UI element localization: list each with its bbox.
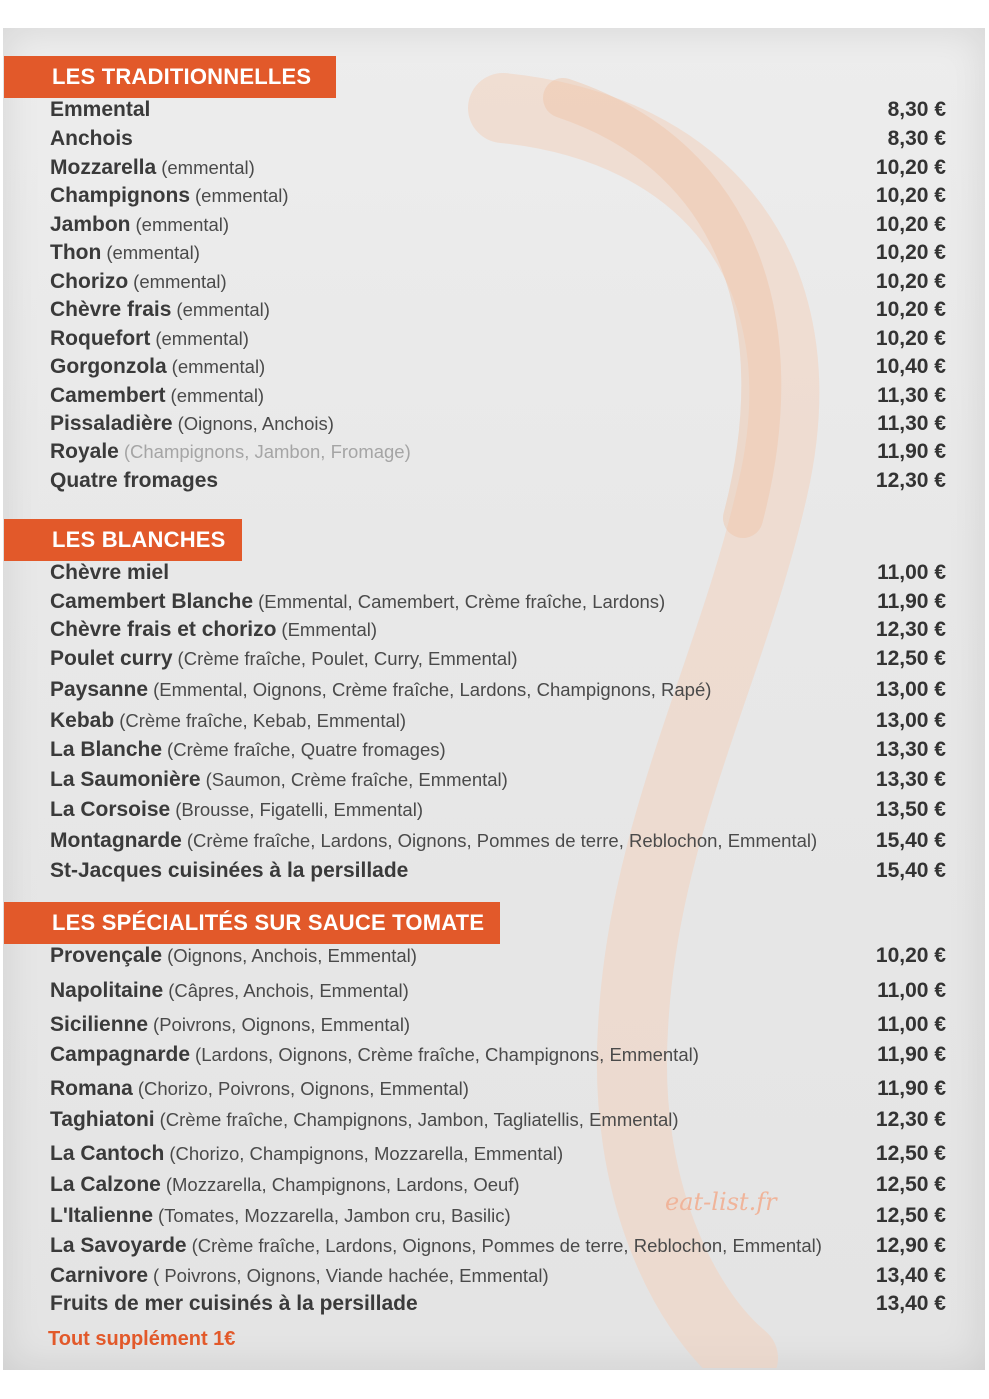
menu-item-description: (emmental) [171,356,266,377]
menu-item-row [50,647,949,671]
menu-item-name: Mozzarella [50,156,157,179]
menu-item-label [50,798,423,822]
menu-item-row [50,384,949,408]
menu-item-row [50,618,949,642]
menu-item-row [50,213,949,237]
menu-item-name: Gorgonzola [50,355,167,378]
menu-item-label [50,184,289,208]
menu-item-price: 11,00 € [877,561,946,584]
menu-item-description: (Crème fraîche, Lardons, Oignons, Pommes de terre, Reblochon, Emmental) [191,1235,822,1256]
menu-item-row [50,1234,949,1258]
menu-item-name: Emmental [50,98,151,121]
menu-item-description: (Crème fraîche, Quatre fromages) [167,739,446,760]
menu-item-row [50,270,949,294]
menu-item-label [50,1077,469,1101]
menu-item-label [50,327,249,351]
menu-item-description: (Crème fraîche, Champignons, Jambon, Tagliatellis, Emmental) [159,1109,679,1130]
menu-item-label [50,859,408,883]
menu-item-label [50,156,255,180]
menu-item-name: St-Jacques cuisinées à la persillade [50,859,409,882]
menu-item-row [50,798,949,822]
menu-item-label [50,1043,699,1067]
menu-item-description: (emmental) [170,385,265,406]
menu-item-label [50,647,518,671]
menu-item-description: (Crème fraîche, Kebab, Emmental) [119,710,407,731]
menu-item-row [50,1108,949,1132]
menu-item-description: ( Poivrons, Oignons, Viande hachée, Emmental) [153,1265,549,1286]
menu-item-price: 13,40 € [875,1292,946,1315]
menu-item-row [50,859,949,883]
menu-item-description: (Brousse, Figatelli, Emmental) [175,799,423,820]
menu-item-name: La Calzone [50,1173,161,1196]
menu-item-label [50,979,409,1003]
menu-item-price: 15,40 € [875,859,946,882]
menu-item-description: (Tomates, Mozzarella, Jambon cru, Basilic) [158,1205,511,1226]
menu-item-label [50,469,218,493]
menu-item-label [50,1108,679,1132]
menu-item-name: Sicilienne [50,1013,149,1036]
menu-item-label [50,1264,549,1288]
menu-item-name: La Blanche [50,738,163,761]
menu-item-description: (Câpres, Anchois, Emmental) [168,980,409,1001]
menu-item-name: Quatre fromages [50,469,219,492]
menu-item-row [50,1204,949,1228]
menu-item-label [50,98,150,122]
menu-item-price: 11,90 € [877,1077,946,1100]
menu-item-name: Pissaladière [50,412,173,435]
menu-item-description: (emmental) [161,157,255,178]
menu-item-label [50,1013,410,1037]
section-banner: LES TRADITIONNELLES [4,56,336,98]
menu-item-name: Chèvre frais et chorizo [50,618,277,641]
menu-item-row [50,561,949,585]
menu-item-name: Chèvre miel [50,561,170,584]
menu-item-row [50,1013,949,1037]
menu-item-label [50,355,265,379]
menu-item-label [50,768,508,792]
menu-item-name: La Saumonière [50,768,201,791]
menu-item-label [50,1142,563,1166]
menu-item-name: La Cantoch [50,1142,165,1165]
menu-item-row [50,327,949,351]
menu-item-price: 12,30 € [875,1108,946,1131]
menu-item-price: 13,40 € [875,1264,946,1287]
menu-item-row [50,1292,949,1316]
menu-item-price: 12,50 € [875,1142,946,1165]
menu-item-label [50,412,334,436]
menu-item-price: 8,30 € [887,127,946,150]
menu-item-row [50,184,949,208]
menu-item-label [50,384,264,408]
menu-item-description: (Crème fraîche, Lardons, Oignons, Pommes de terre, Reblochon, Emmental) [186,830,818,851]
section-banner: LES BLANCHES [4,519,242,561]
menu-item-label [50,618,377,642]
menu-item-label [50,738,446,762]
menu-item-price: 13,00 € [875,709,946,732]
menu-item-description: (Saumon, Crème fraîche, Emmental) [205,769,508,790]
menu-item-description: (Oignons, Anchois, Emmental) [167,945,417,966]
menu-item-row [50,944,949,968]
menu-item-price: 13,30 € [875,768,946,791]
menu-item-name: Napolitaine [50,979,164,1002]
menu-item-label [50,1173,520,1197]
menu-item-label [50,829,817,853]
menu-item-row [50,98,949,122]
menu-item-description: (Crème fraîche, Poulet, Curry, Emmental) [177,648,518,669]
menu-item-price: 10,20 € [875,327,946,350]
menu-item-description: (emmental) [135,214,230,235]
menu-item-row [50,590,949,614]
menu-item-name: Provençale [50,944,163,967]
menu-item-row [50,412,949,436]
menu-item-row [50,440,949,464]
menu-item-description: (Emmental, Oignons, Crème fraîche, Lardons, Champignons, Rapé) [153,679,712,700]
menu-item-name: Chèvre frais [50,298,172,321]
menu-item-name: Camembert [50,384,166,407]
menu-item-description: (Poivrons, Oignons, Emmental) [153,1014,411,1035]
menu-item-description: (Mozzarella, Champignons, Lardons, Oeuf) [165,1174,520,1195]
menu-item-price: 10,40 € [875,355,946,378]
menu-item-row [50,156,949,180]
menu-item-price: 10,20 € [875,156,946,179]
menu-item-name: Anchois [50,127,133,150]
menu-item-description: (Chorizo, Poivrons, Oignons, Emmental) [137,1078,469,1099]
menu-item-label [50,298,270,322]
menu-item-price: 10,20 € [875,241,946,264]
menu-item-name: Camembert Blanche [50,590,254,613]
menu-item-name: Romana [50,1077,133,1100]
menu-item-price: 10,20 € [875,184,946,207]
menu-item-price: 13,30 € [875,738,946,761]
menu-item-row [50,1173,949,1197]
menu-item-description: (emmental) [195,185,289,206]
menu-item-description: (Emmental) [281,619,378,640]
menu-item-price: 13,00 € [875,678,946,701]
menu-item-row [50,127,949,151]
menu-item-row [50,1142,949,1166]
menu-item-label [50,561,169,585]
menu-item-description: (Oignons, Anchois) [177,413,334,434]
menu-item-row [50,1264,949,1288]
menu-item-price: 11,90 € [877,590,946,613]
menu-item-price: 12,50 € [875,647,946,670]
menu-item-name: Thon [50,241,102,264]
section-banner: LES SPÉCIALITÉS SUR SAUCE TOMATE [4,902,500,944]
menu-item-price: 10,20 € [875,213,946,236]
menu-item-row [50,355,949,379]
menu-item-description: (emmental) [155,328,249,349]
menu-item-name: Campagnarde [50,1043,191,1066]
menu-item-row [50,1077,949,1101]
menu-item-label [50,127,133,151]
menu-item-label [50,440,411,464]
menu-item-row [50,678,949,702]
menu-item-price: 11,90 € [877,440,946,463]
menu-item-name: Champignons [50,184,190,207]
menu-item-row [50,709,949,733]
menu-item-price: 12,50 € [875,1204,946,1227]
menu-item-price: 8,30 € [887,98,946,121]
menu-item-name: Montagnarde [50,829,182,852]
menu-item-label [50,241,200,265]
menu-item-price: 10,20 € [875,270,946,293]
menu-item-name: Royale [50,440,119,463]
menu-item-price: 11,00 € [877,979,946,1002]
menu-item-name: L'Italienne [50,1204,154,1227]
menu-item-row [50,979,949,1003]
menu-item-label [50,944,417,968]
menu-item-name: Taghiatoni [50,1108,155,1131]
menu-item-price: 12,90 € [875,1234,946,1257]
menu-item-label [50,709,406,733]
menu-item-label [50,1292,418,1316]
menu-item-name: Carnivore [50,1264,149,1287]
menu-item-name: Jambon [50,213,131,236]
menu-item-price: 12,50 € [875,1173,946,1196]
watermark-text: eat-list.fr [665,1188,777,1216]
menu-item-label [50,590,665,614]
menu-item-name: Paysanne [50,678,149,701]
menu-item-price: 15,40 € [875,829,946,852]
menu-item-description: (Chorizo, Champignons, Mozzarella, Emmental) [169,1143,564,1164]
menu-item-name: Fruits de mer cuisinés à la persillade [50,1292,418,1315]
menu-item-label [50,270,227,294]
menu-item-price: 11,00 € [877,1013,946,1036]
menu-item-row [50,1043,949,1067]
menu-item-row [50,768,949,792]
menu-item-name: Kebab [50,709,115,732]
menu-item-label [50,678,711,702]
menu-item-price: 13,50 € [875,798,946,821]
menu-item-name: La Corsoise [50,798,171,821]
menu-item-price: 10,20 € [875,944,946,967]
menu-item-row [50,738,949,762]
menu-item-name: Chorizo [50,270,129,293]
menu-item-row [50,241,949,265]
menu-item-description: (Emmental, Camembert, Crème fraîche, Lardons) [258,591,666,612]
menu-item-name: Poulet curry [50,647,173,670]
menu-item-description: (emmental) [106,242,200,263]
menu-item-label [50,1234,822,1258]
menu-item-row [50,298,949,322]
footer-note: Tout supplément 1€ [48,1328,236,1350]
menu-item-label [50,1204,511,1228]
menu-item-price: 11,90 € [877,1043,946,1066]
menu-item-price: 12,30 € [875,469,946,492]
menu-item-price: 11,30 € [877,412,946,435]
menu-item-description: (Champignons, Jambon, Fromage) [123,441,411,462]
menu-item-description: (emmental) [133,271,227,292]
menu-item-name: Roquefort [50,327,151,350]
menu-item-description: (emmental) [176,299,270,320]
menu-item-price: 10,20 € [875,298,946,321]
menu-item-price: 11,30 € [877,384,946,407]
menu-item-row [50,829,949,853]
menu-item-label [50,213,229,237]
menu-item-description: (Lardons, Oignons, Crème fraîche, Champignons, Emmental) [195,1044,699,1065]
menu-item-name: La Savoyarde [50,1234,187,1257]
menu-item-price: 12,30 € [875,618,946,641]
menu-item-row [50,469,949,493]
